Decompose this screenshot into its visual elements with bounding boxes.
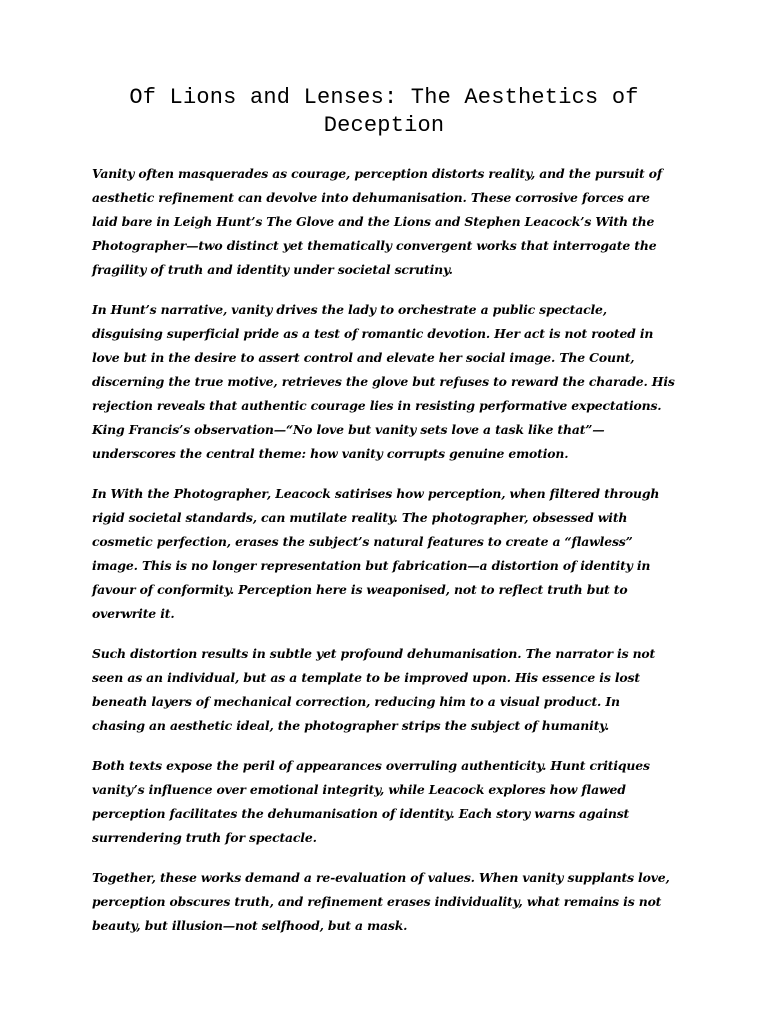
paragraph-2: In Hunt’s narrative, vanity drives the lady to orchestrate a public spectacle, disguising superficial pride as a test of romantic devotion. Her act is not rooted in love but in the desire to assert control and elevate her social image. The Count, discerning the true motive, retrieves the glove but refuses to reward the charade. His rejection reveals that authentic courage lies in resisting performative expectations. King Francis’s observation—“No love but vanity sets love a task like that”—underscores the central theme: how vanity corrupts genuine emotion. <box>92 302 675 461</box>
paragraph-6: Together, these works demand a re-evaluation of values. When vanity supplants love, perception obscures truth, and refinement erases individuality, what remains is not beauty, but illusion—not selfhood, but a mask. <box>92 870 670 933</box>
paragraph-1: Vanity often masquerades as courage, perception distorts reality, and the pursuit of aesthetic refinement can devolve into dehumanisation. These corrosive forces are laid bare in Leigh Hunt’s The Glove and the Lions and Stephen Leacock’s With the Photographer—two distinct yet thematically convergent works that interrogate the fragility of truth and identity under societal scrutiny. <box>92 166 663 277</box>
document-body <box>92 162 676 938</box>
paragraph-5: Both texts expose the peril of appearances overruling authenticity. Hunt critiques vanity’s influence over emotional integrity, while Leacock explores how flawed perception facilitates the dehumanisation of identity. Each story warns against surrendering truth for spectacle. <box>92 758 650 845</box>
document-title: Of Lions and Lenses: The Aesthetics of Deception <box>129 85 639 138</box>
paragraph-3: In With the Photographer, Leacock satirises how perception, when filtered through rigid societal standards, can mutilate reality. The photographer, obsessed with cosmetic perfection, erases the subject’s natural features to create a “flawless” image. This is no longer representation but fabrication—a distortion of identity in favour of conformity. Perception here is weaponised, not to reflect truth but to overwrite it. <box>92 486 660 621</box>
paragraph-4: Such distortion results in subtle yet profound dehumanisation. The narrator is not seen as an individual, but as a template to be improved upon. His essence is lost beneath layers of mechanical correction, reducing him to a visual product. In chasing an aesthetic ideal, the photographer strips the subject of humanity. <box>92 646 656 733</box>
